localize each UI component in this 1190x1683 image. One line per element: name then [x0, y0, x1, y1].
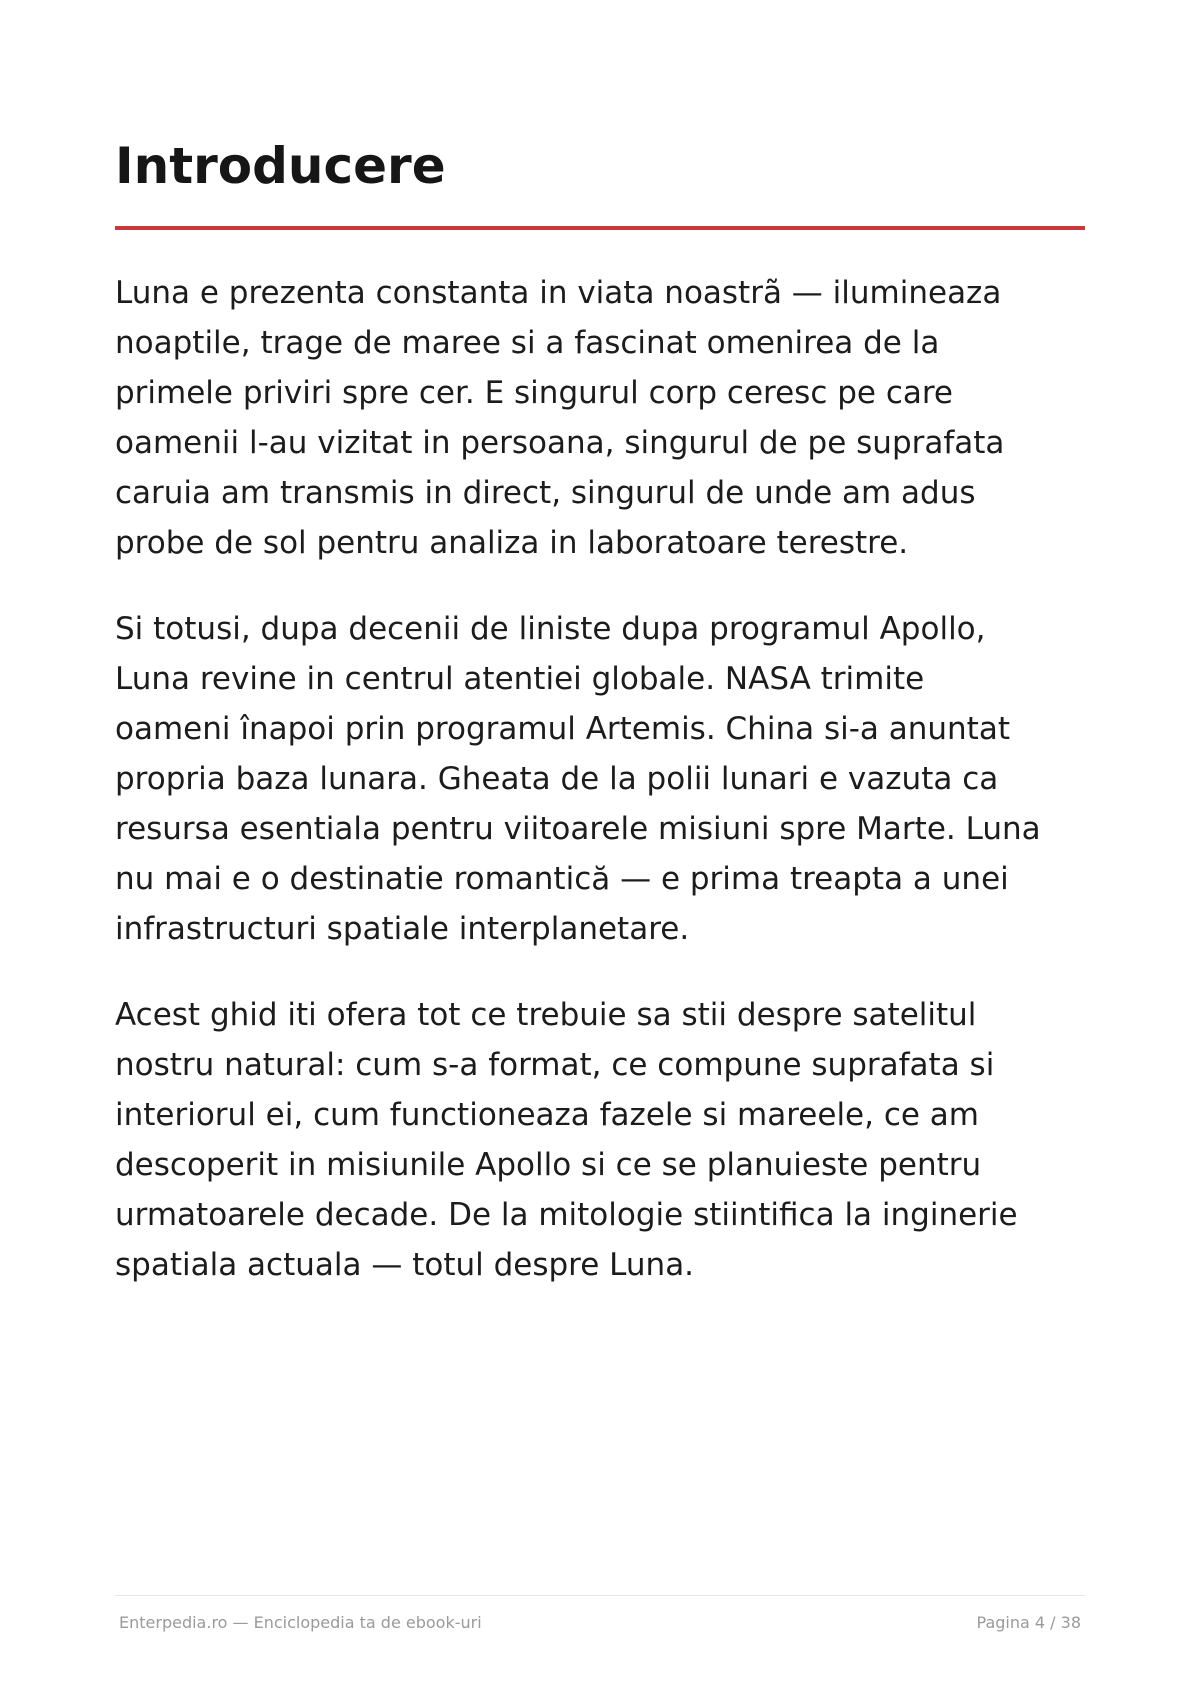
footer-site-name: Enterpedia.ro — Enciclopedia ta de ebook-uri: [119, 1613, 482, 1632]
title-underline: [115, 226, 1085, 230]
footer-divider: [115, 1595, 1085, 1596]
paragraph-3: Acest ghid iti ofera tot ce trebuie sa stii despre satelitul nostru natural: cum s-a format, ce compune suprafata si interiorul ei, cum functioneaza fazele si mareele, ce am descoperit in misiunile Apollo si ce se planuieste pentru urmatoarele decade. De la mitologie stiintifica la inginerie spatiala actuala — totul despre Luna.: [115, 997, 1018, 1283]
document-page: [115, 0, 1085, 1683]
body-text: [115, 268, 1090, 1326]
footer-page-number: Pagina 4 / 38: [976, 1613, 1081, 1632]
paragraph-1: Luna e prezenta constanta in viata noastrã — ilumineaza noaptile, trage de maree si a fascinat omenirea de la primele priviri spre cer. E singurul corp ceresc pe care oamenii l-au vizitat in persoana, singurul de pe suprafata caruia am transmis in direct, singurul de unde am adus probe de sol pentru analiza in laboratoare terestre.: [115, 275, 1005, 561]
page-title: Introducere: [115, 137, 446, 195]
paragraph-2: Si totusi, dupa decenii de liniste dupa programul Apollo, Luna revine in centrul atentiei globale. NASA trimite oameni înapoi prin programul Artemis. China si-a anuntat propria baza lunara. Gheata de la polii lunari e vazuta ca resursa esentiala pentru viitoarele misiuni spre Marte. Luna nu mai e o destinatie romantică — e prima treapta a unei infrastructuri spatiale interplanetare.: [115, 611, 1041, 947]
